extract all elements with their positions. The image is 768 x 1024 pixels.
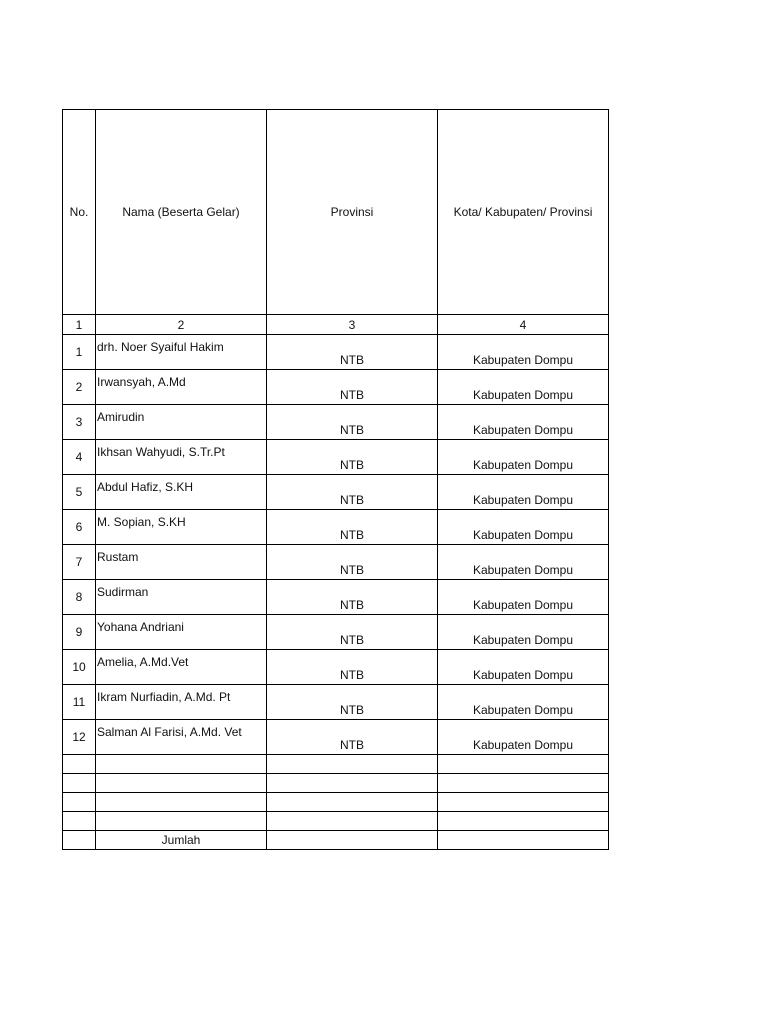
- row-no: 12: [63, 720, 96, 755]
- table-row: [63, 545, 609, 580]
- table-row: [63, 335, 609, 370]
- row-provinsi: NTB: [267, 370, 438, 405]
- row-nama: Ikram Nurfiadin, A.Md. Pt: [96, 685, 267, 720]
- table-row: [63, 510, 609, 545]
- row-nama: Amelia, A.Md.Vet: [96, 650, 267, 685]
- row-kota: Kabupaten Dompu: [438, 615, 609, 650]
- row-nama: Amirudin: [96, 405, 267, 440]
- row-kota: Kabupaten Dompu: [438, 335, 609, 370]
- row-nama: M. Sopian, S.KH: [96, 510, 267, 545]
- row-no: 3: [63, 405, 96, 440]
- column-number-row: [63, 315, 609, 335]
- header-nama: Nama (Beserta Gelar): [96, 110, 267, 315]
- table-row: [63, 370, 609, 405]
- header-row: [63, 110, 609, 315]
- header-kota: Kota/ Kabupaten/ Provinsi: [438, 110, 609, 315]
- row-no: 4: [63, 440, 96, 475]
- row-provinsi: NTB: [267, 615, 438, 650]
- row-no: 5: [63, 475, 96, 510]
- empty-cell: [267, 774, 438, 793]
- table-row: [63, 650, 609, 685]
- row-provinsi: NTB: [267, 685, 438, 720]
- header-provinsi: Provinsi: [267, 110, 438, 315]
- empty-cell: [438, 812, 609, 831]
- row-nama: drh. Noer Syaiful Hakim: [96, 335, 267, 370]
- row-kota: Kabupaten Dompu: [438, 405, 609, 440]
- participant-table: [62, 109, 609, 850]
- empty-cell: [267, 793, 438, 812]
- row-provinsi: NTB: [267, 580, 438, 615]
- empty-cell: [63, 812, 96, 831]
- row-provinsi: NTB: [267, 510, 438, 545]
- empty-cell: [96, 793, 267, 812]
- row-nama: Ikhsan Wahyudi, S.Tr.Pt: [96, 440, 267, 475]
- row-no: 2: [63, 370, 96, 405]
- row-provinsi: NTB: [267, 335, 438, 370]
- total-row: [63, 831, 609, 850]
- empty-row: [63, 812, 609, 831]
- empty-row: [63, 755, 609, 774]
- table-row: [63, 685, 609, 720]
- row-no: 11: [63, 685, 96, 720]
- empty-cell: [267, 812, 438, 831]
- table-row: [63, 580, 609, 615]
- total-label: Jumlah: [96, 831, 267, 850]
- row-provinsi: NTB: [267, 720, 438, 755]
- row-kota: Kabupaten Dompu: [438, 510, 609, 545]
- row-provinsi: NTB: [267, 650, 438, 685]
- table-row: [63, 615, 609, 650]
- empty-cell: [267, 831, 438, 850]
- empty-cell: [438, 774, 609, 793]
- row-provinsi: NTB: [267, 475, 438, 510]
- row-no: 7: [63, 545, 96, 580]
- row-nama: Abdul Hafiz, S.KH: [96, 475, 267, 510]
- table-row: [63, 475, 609, 510]
- column-number: 1: [63, 315, 96, 335]
- row-provinsi: NTB: [267, 405, 438, 440]
- empty-cell: [63, 774, 96, 793]
- empty-cell: [96, 755, 267, 774]
- row-kota: Kabupaten Dompu: [438, 720, 609, 755]
- row-provinsi: NTB: [267, 545, 438, 580]
- row-no: 1: [63, 335, 96, 370]
- row-kota: Kabupaten Dompu: [438, 545, 609, 580]
- empty-cell: [267, 755, 438, 774]
- row-kota: Kabupaten Dompu: [438, 475, 609, 510]
- table-row: [63, 405, 609, 440]
- row-nama: Rustam: [96, 545, 267, 580]
- row-nama: Sudirman: [96, 580, 267, 615]
- table-row: [63, 440, 609, 475]
- row-no: 8: [63, 580, 96, 615]
- column-number: 2: [96, 315, 267, 335]
- empty-cell: [96, 812, 267, 831]
- empty-cell: [63, 793, 96, 812]
- row-kota: Kabupaten Dompu: [438, 650, 609, 685]
- table-row: [63, 720, 609, 755]
- empty-row: [63, 774, 609, 793]
- row-kota: Kabupaten Dompu: [438, 685, 609, 720]
- row-no: 6: [63, 510, 96, 545]
- empty-cell: [63, 831, 96, 850]
- row-nama: Yohana Andriani: [96, 615, 267, 650]
- empty-row: [63, 793, 609, 812]
- column-number: 3: [267, 315, 438, 335]
- row-no: 9: [63, 615, 96, 650]
- row-provinsi: NTB: [267, 440, 438, 475]
- row-kota: Kabupaten Dompu: [438, 440, 609, 475]
- row-nama: Irwansyah, A.Md: [96, 370, 267, 405]
- row-no: 10: [63, 650, 96, 685]
- empty-cell: [438, 793, 609, 812]
- row-nama: Salman Al Farisi, A.Md. Vet: [96, 720, 267, 755]
- empty-cell: [438, 831, 609, 850]
- column-number: 4: [438, 315, 609, 335]
- empty-cell: [63, 755, 96, 774]
- row-kota: Kabupaten Dompu: [438, 370, 609, 405]
- empty-cell: [96, 774, 267, 793]
- header-no: No.: [63, 110, 96, 315]
- row-kota: Kabupaten Dompu: [438, 580, 609, 615]
- empty-cell: [438, 755, 609, 774]
